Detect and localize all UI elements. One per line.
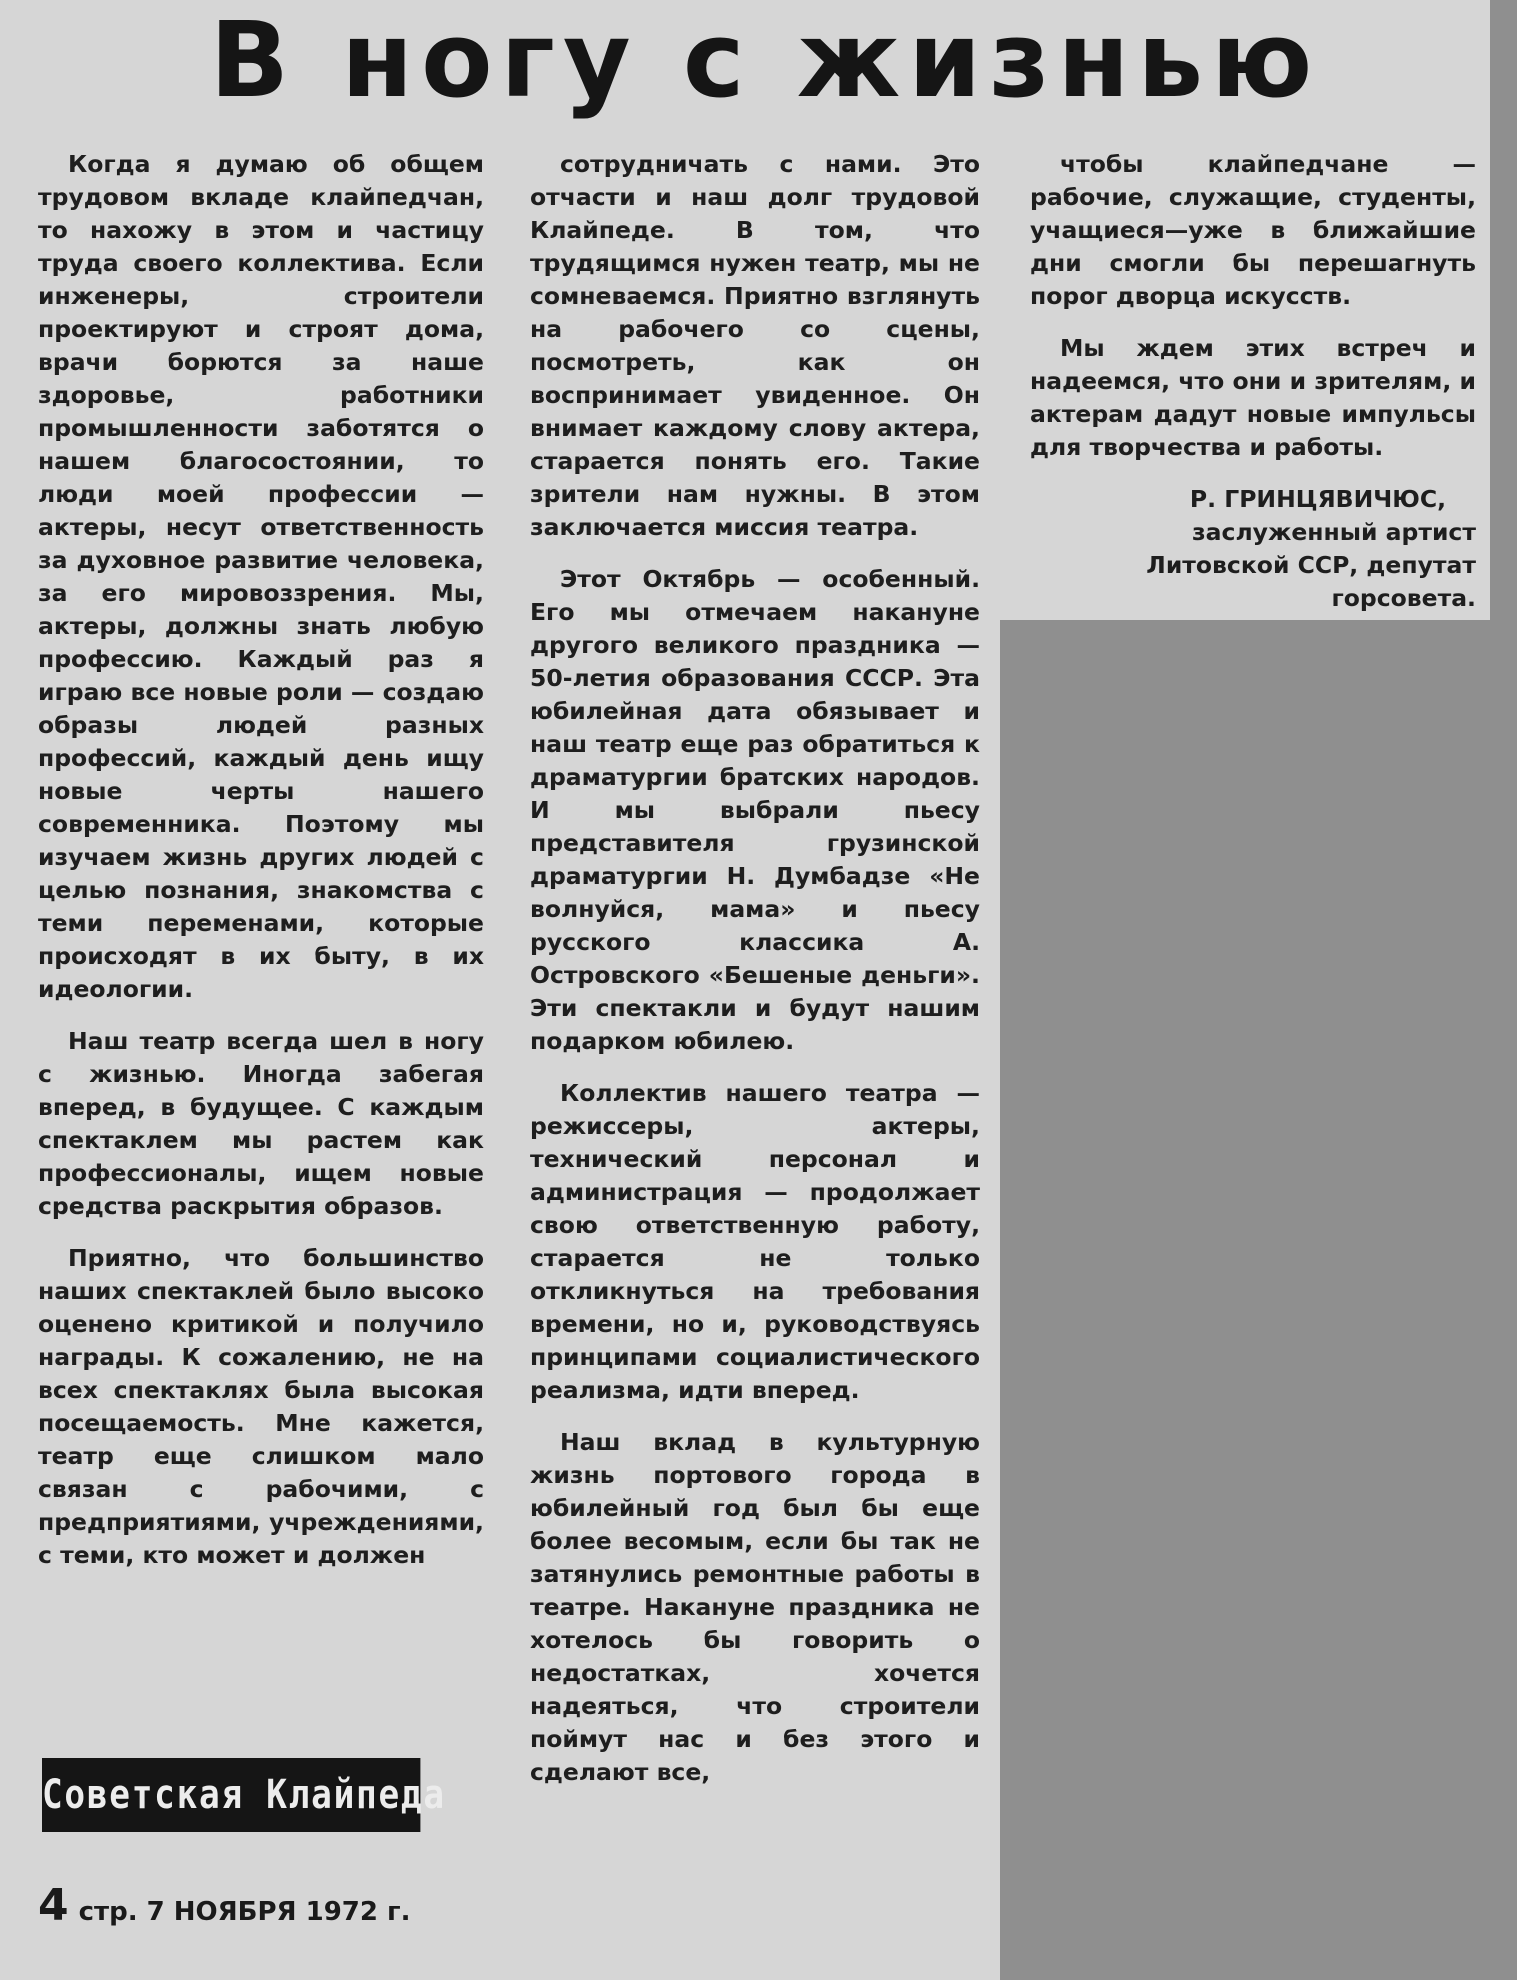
column-1-paragraph: Когда я думаю об общем трудовом вкладе клайпедчан, то нахожу в этом и частицу труда своего коллектива. Если инженеры, строители проектируют и строят дома, врачи борются за наше здоровье, работники промышленности заботятся о нашем благосостоянии, то люди моей профессии — актеры, несут ответственность за духовное развитие человека, за его мировоззрения. Мы, актеры, должны знать любую профессию. Каждый раз я играю все новые роли — создаю образы людей разных профессий, каждый день ищу новые черты нашего современника. Поэтому мы изучаем жизнь других людей с целью познания, знакомства с теми переменами, которые происходят в их быту, в их идеологии. bbox=[38, 150, 484, 1003]
column-1-paragraph: Наш театр всегда шел в ногу с жизнью. Иногда забегая вперед, в будущее. С каждым спектаклем мы растем как профессионалы, ищем новые средства раскрытия образов. bbox=[38, 1027, 484, 1220]
column-2-paragraph: Этот Октябрь — особенный. Его мы отмечаем накануне другого великого праздника — 50-летия образования СССР. Эта юбилейная дата обязывает и наш театр еще раз обратиться к драматургии братских народов. И мы выбрали пьесу представителя грузинской драматургии Н. Думбадзе «Не волнуйся, мама» и пьесу русского классика А. Островского «Бешеные деньги». Эти спектакли и будут нашим подарком юбилею. bbox=[530, 565, 980, 1055]
page-date: стр. 7 НОЯБРЯ 1972 г. bbox=[78, 1897, 411, 1927]
column-2-paragraph: Коллектив нашего театра — режиссеры, актеры, технический персонал и администрация — продолжает свою ответственную работу, старается не только откликнуться на требования времени, но и, руководствуясь принципами социалистического реализма, идти вперед. bbox=[530, 1079, 980, 1404]
column-3-paragraph: чтобы клайпедчане — рабочие, служащие, студенты, учащиеся—уже в ближайшие дни смогли бы перешагнуть порог дворца искусств. bbox=[1030, 150, 1476, 310]
column-2-paragraph: Наш вклад в культурную жизнь портового города в юбилейный год был бы еще более весомым, если бы так не затянулись ремонтные работы в театре. Накануне праздника не хотелось бы говорить о недостатках, хочется надеяться, что строители поймут нас и без этого и сделают все, bbox=[530, 1428, 980, 1786]
column-2-paragraph: сотрудничать с нами. Это отчасти и наш долг трудовой Клайпеде. В том, что трудящимся нужен театр, мы не сомневаемся. Приятно взглянуть на рабочего со сцены, посмотреть, как он воспринимает увиденное. Он внимает каждому слову актера, старается понять его. Такие зрители нам нужны. В этом заключается миссия театра. bbox=[530, 150, 980, 541]
author-name: Р. ГРИНЦЯВИЧЮС, bbox=[1189, 485, 1446, 513]
page-info bbox=[38, 1880, 411, 1930]
author-signature bbox=[1030, 483, 1476, 615]
newspaper-masthead: Советская Клайпеда bbox=[42, 1758, 420, 1832]
page-number: 4 bbox=[38, 1880, 69, 1931]
column-3-paragraph: Мы ждем этих встреч и надеемся, что они и зрителям, и актерам дадут новые импульсы для творчества и работы. bbox=[1030, 334, 1476, 461]
column-1-paragraph: Приятно, что большинство наших спектаклей было высоко оценено критикой и получило награды. К сожалению, не на всех спектаклях была высокая посещаемость. Мне кажется, театр еще слишком мало связан с рабочими, с предприятиями, учреждениями, с теми, кто может и должен bbox=[38, 1244, 484, 1569]
article-column-1 bbox=[38, 148, 484, 1591]
article-column-3 bbox=[1030, 148, 1476, 615]
article-column-2 bbox=[530, 148, 980, 1808]
author-title: заслуженный артист Литовской ССР, депутат горсовета. bbox=[1146, 518, 1476, 612]
article-headline: В ногу с жизнью bbox=[209, 0, 1321, 121]
